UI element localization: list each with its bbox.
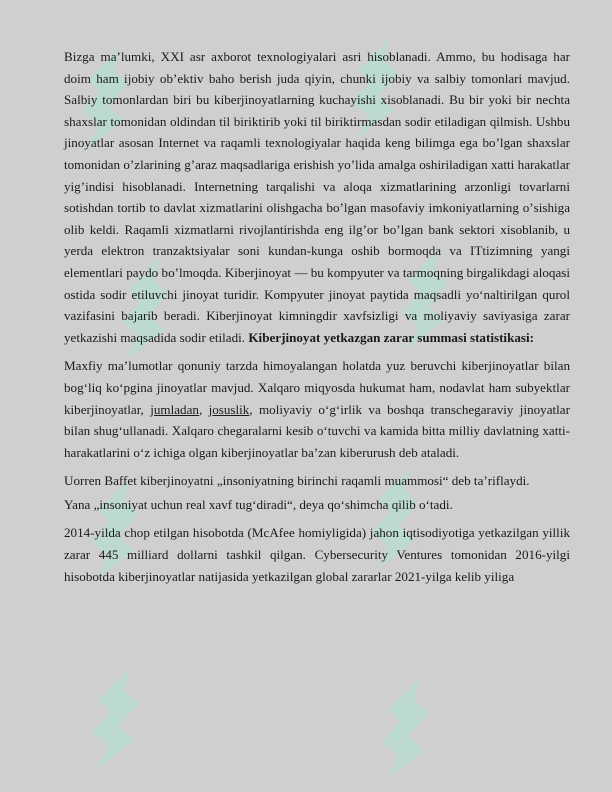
paragraph-intro-text: Bizga maʼlumki, XXI asr axborot texnologiyalari asri hisoblanadi. Ammo, bu hodisaga har doim ham ijobiy obʼektiv baho berish juda qiyin, chunki ijobiy va salbiy tomonlari mavjud. Salbiy tomonlardan biri bu kiberjinoyatlarning kuchayishi xisoblanadi. Bu bir yoki bir nechta shaxslar tomonidan oldindan til biriktirib yoki til biriktirmasdan sodir etiladigan qilmish. Ushbu jinoyatlar asosan Internet va raqamli texnologiyalar haqida keng bilimga ega boʼlgan shaxslar tomonidan oʼzlarining gʼaraz maqsadlariga erishish yoʼlida amalga oshiriladigan xatti harakatlar yigʼindisi hisoblanadi. Internetning tarqalishi va aloqa xizmatlarining arzonligi tovarlarni sotishdan tortib to davlat xizmatlarini olishgacha boʼlgan masofaviy imkoniyatlarning oʼsishiga olib keldi. Raqamli xizmatlarni rivojlantirishda eng ilgʼor boʼlgan bank sektori xisoblanib, u yerda elektron tranzaktsiyalar soni kundan-kunga oshib bormoqda va ITtizimning yangi elementlari paydo boʼlmoqda. Kiberjinoyat — bu kompyuter va tarmoqning birgalikdagi aloqasi ostida sodir etiluvchi jinoyat turidir. Kompyuter jinoyat paytida maqsadli yoʻnaltirilgan qurol vazifasini bajarib beradi. Kiberjinoyat kimningdir xavfsizligi va moliyaviy saviyasiga zarar yetkazishi maqsadida sodir etiladi. [64,49,570,345]
logo-watermark [370,670,440,790]
paragraph-report-2014: 2014-yilda chop etilgan hisobotda (McAfee homiyligida) jahon iqtisodiyotiga yetkazilgan yillik zarar 445 milliard dollarni tashkil qilgan. Cybersecurity Ventures tomonidan 2016-yilgi hisobotda kiberjinoyatlar natijasida yetkazilgan global zararlar 2021-yilga kelib yiliga [64,525,570,584]
statistics-heading: Kiberjinoyat yetkazgan zarar summasi statistikasi: [248,329,534,345]
paragraph-buffett-quote: Uorren Baffet kiberjinoyatni „insoniyatning birinchi raqamli muammosi“ deb taʼriflaydi. [64,473,530,489]
logo-watermark [80,660,150,780]
paragraph-confidential-data-continuation: , moliyaviy oʻgʻirlik va boshqa transchegaraviy jinoyatlar bilan shugʻullanadi. Xalqaro chegaralarni kesib oʻtuvchi va kamida bitta milliy davlatning xatti-harakatlarini oʻz ichiga olgan kiberjinoyatlar baʼzan kiberurush deb ataladi. [64,401,570,460]
underlined-term-jumladan: jumladan [150,401,199,417]
document-body [64,46,570,587]
underlined-term-josuslik: josuslik [208,401,250,417]
paragraph-intro [64,46,570,348]
paragraph-confidential-data [64,355,570,463]
comma-separator: , [198,401,203,417]
paragraph-real-threat: Yana „insoniyat uchun real xavf tugʻdiradi“, deya qoʻshimcha qilib oʻtadi. [64,496,453,512]
paragraph-confidential-data-text: Maxfiy maʼlumotlar qonuniy tarzda himoyalangan holatda yuz beruvchi kiberjinoyatlar bilan bogʻliq koʻpgina jinoyatlar mavjud. Xalqaro miqyosda hukumat ham, nodavlat ham subyektlar kiberjinoyatlar, [64,358,570,417]
